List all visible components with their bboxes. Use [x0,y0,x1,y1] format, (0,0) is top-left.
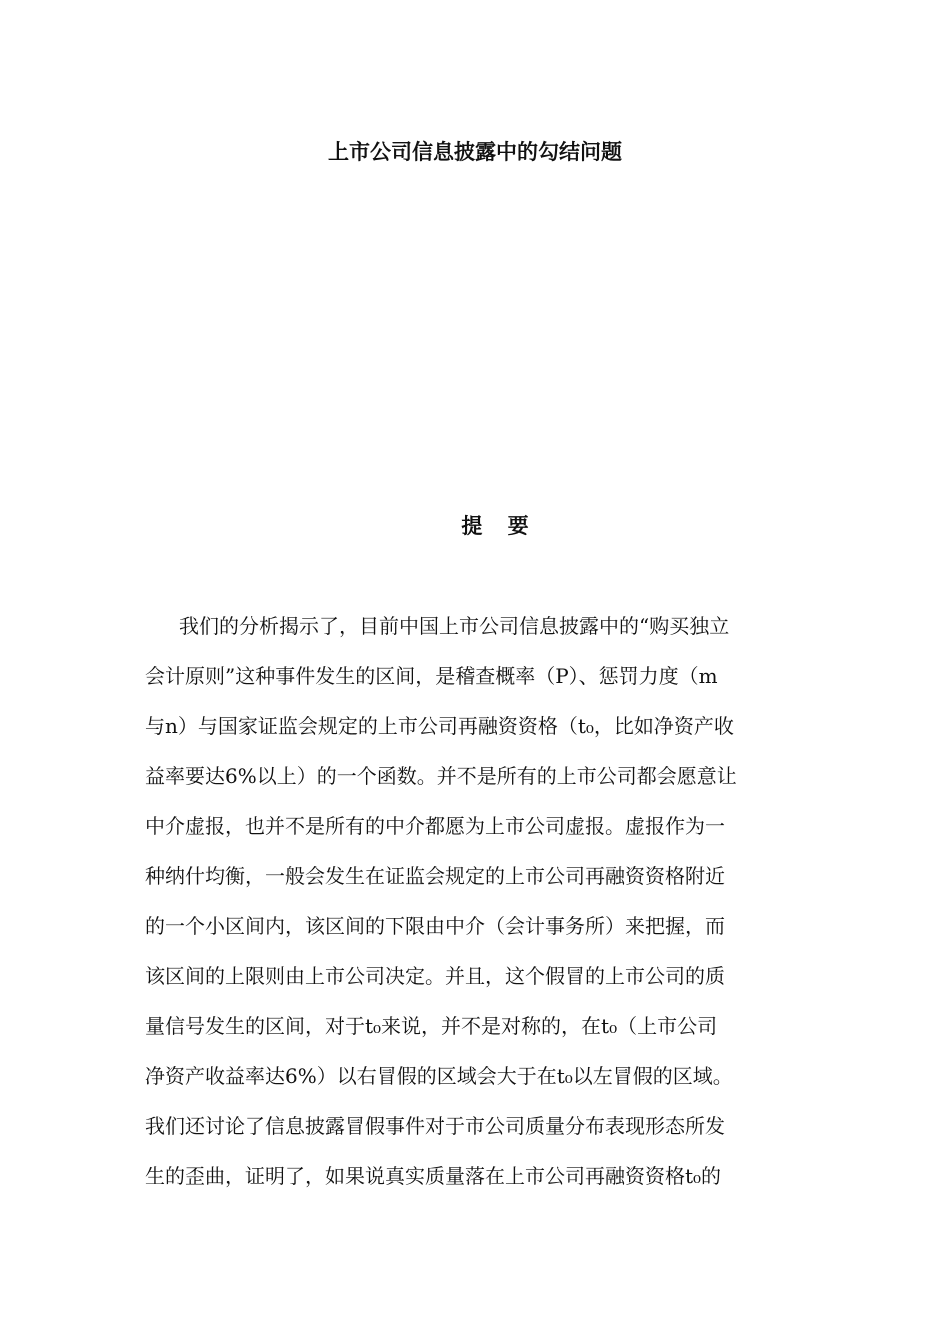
abstract-line: 净资产收益率达6%）以右冒假的区域会大于在t₀以左冒假的区域。 [145,1064,733,1088]
abstract-line: 生的歪曲，证明了，如果说真实质量落在上市公司再融资资格t₀的 [145,1164,722,1188]
abstract-heading: 提 要 [461,514,529,538]
abstract-line: 的一个小区间内，该区间的下限由中介（会计事务所）来把握，而 [145,914,725,938]
document-title: 上市公司信息披露中的勾结问题 [328,140,622,164]
abstract-body [145,601,807,1201]
abstract-line: 与n）与国家证监会规定的上市公司再融资资格（t₀，比如净资产收 [145,714,734,738]
abstract-line: 益率要达6%以上）的一个函数。并不是所有的上市公司都会愿意让 [145,764,737,788]
abstract-line: 会计原则”这种事件发生的区间，是稽查概率（P）、惩罚力度（m [145,664,718,688]
abstract-line: 量信号发生的区间，对于t₀来说，并不是对称的，在t₀（上市公司 [145,1014,718,1038]
abstract-line: 该区间的上限则由上市公司决定。并且，这个假冒的上市公司的质 [145,964,725,988]
abstract-line: 中介虚报，也并不是所有的中介都愿为上市公司虚报。虚报作为一 [145,814,725,838]
abstract-line: 我们还讨论了信息披露冒假事件对于市公司质量分布表现形态所发 [145,1114,725,1138]
abstract-line: 我们的分析揭示了，目前中国上市公司信息披露中的“购买独立 [179,614,730,638]
abstract-line: 种纳什均衡，一般会发生在证监会规定的上市公司再融资资格附近 [145,864,725,888]
